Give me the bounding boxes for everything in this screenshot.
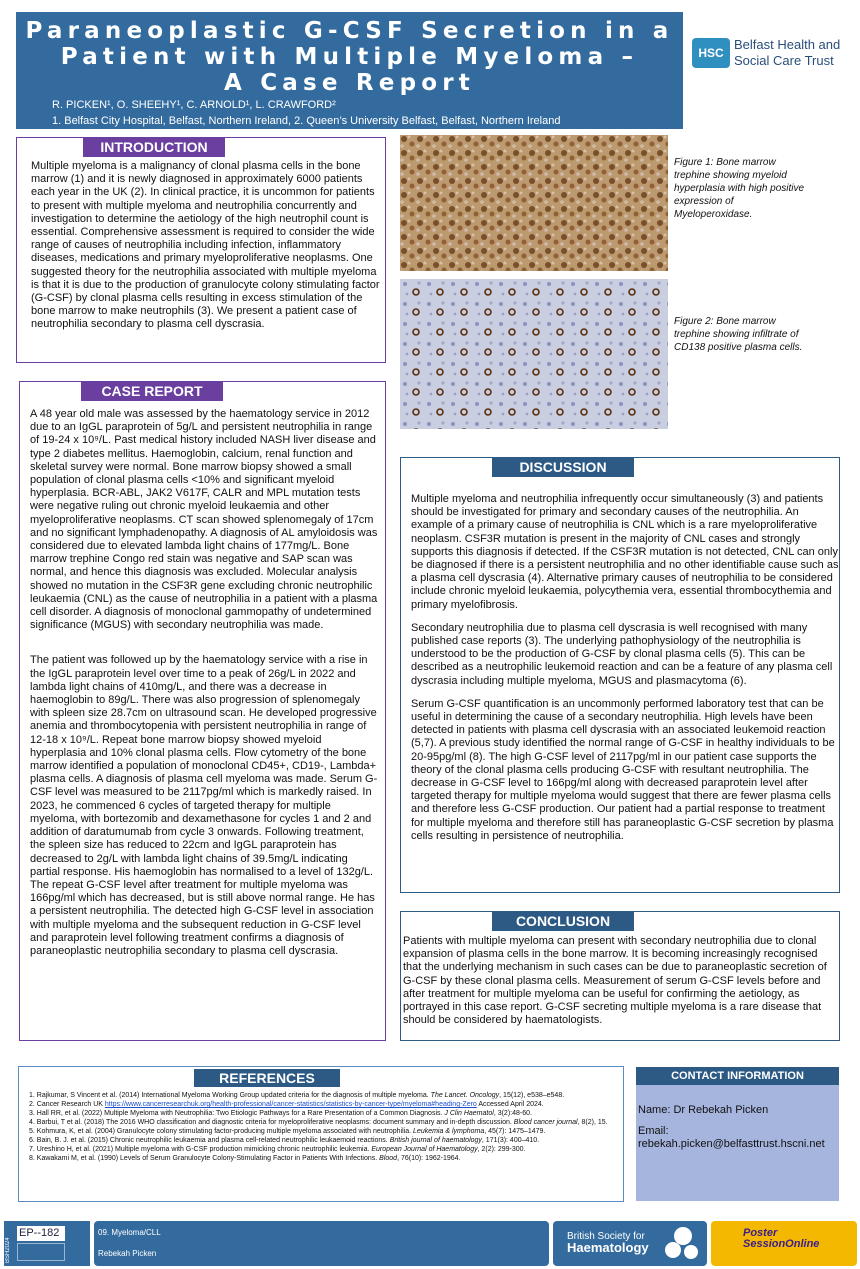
footer-category: 09. Myeloma/CLL [98,1228,161,1237]
bsh-logo [553,1221,707,1266]
reference-details: , 171(3): 400–410. [481,1137,540,1144]
figure-2-image [400,279,668,429]
affiliations: 1. Belfast City Hospital, Belfast, Northern Ireland, 2. Queen’s University Belfast, Belfast, Northern Ireland [52,115,561,127]
references-section [18,1066,624,1202]
reference-details: , 45(7): 1475–1479. [484,1128,546,1135]
conclusion-text: Patients with multiple myeloma can present with secondary neutrophilia due to clonal expansion of plasma cells in the bone marrow. It is becoming increasingly recognised that the underlying mechanism in such cases can be due to paraneoplastic secretion of G-CSF by these clonal plasma cells. Measurement of serum G-CSF levels before and after treatment for multiple myeloma can be useful for confirming the aetiology, as portrayed in this case report. G-CSF secreting multiple myeloma is a rare disease that should be considered by haematologists. [403,935,827,1027]
reference-item [29,1127,615,1136]
references-heading: REFERENCES [194,1069,340,1087]
reference-text: 3. Hall RR, et al. (2022) Multiple Myeloma with Neutrophilia: Two Etiologic Pathways for a Rare Presentation of a Common Diagnosis. [29,1110,445,1117]
poster-session-online-logo [711,1221,857,1266]
reference-details: , 2(2): 299-300. [477,1146,526,1153]
reference-item [29,1145,615,1154]
reference-journal: The Lancet. Oncology [430,1092,500,1099]
case-report-heading: CASE REPORT [81,381,223,401]
hsc-logo-line-2: Social Care Trust [734,53,834,68]
reference-details: , 8(2), 15. [577,1119,608,1126]
reference-text: 4. Barbui, T et al. (2018) The 2016 WHO classification and diagnostic criteria for myeloproliferative neoplasms: document summary and in-depth discussion. [29,1119,514,1126]
discussion-section [400,457,840,893]
case-report-paragraph: A 48 year old male was assessed by the haematology service in 2012 due to an IgGL paraprotein of 5g/L and persistent neutrophilia in range of 19-24 x 10⁹/L. Past medical history included NASH liver disease and type 2 diabetes mellitus. Haemoglobin, calcium, renal function and skeletal survey were normal. Bone marrow biopsy showed a small population of clonal plasma cells <10% and significant myeloid hyperplasia. BCR-ABL, JAK2 V617F, CALR and MPL mutation tests were negative ruling out chronic myeloid leukaemia and other myeloproliferative neoplasms. CT scan showed splenomegaly of 17cm and no significant lymphadenopathy. A diagnosis of AL amyloidosis was considered due to elevated lambda light chains of 177mg/L. Bone marrow trephine Congo red stain was negative and SAP scan was normal, and hence this diagnosis was excluded. Molecular analysis showed no mutation in the CSF3R gene excluding chronic neutrophilic leukaemia (CNL) as the cause of neutrophilia in a patient with a plasma cell disorder. A diagnosis of monoclonal gammopathy of undetermined significance (MGUS) with secondary neutrophilia was made. [30,408,378,632]
reference-journal: J Clin Haematol [444,1110,494,1117]
reference-journal: Leukemia & lymphoma [413,1128,485,1135]
reference-journal: Blood cancer journal [513,1119,578,1126]
reference-text: 7. Ureshino H, et al. (2021) Multiple myeloma with G-CSF production mimicking chronic neutrophilic leukemia. [29,1146,372,1153]
figure-2-caption: Figure 2: Bone marrow trephine showing infiltrate of CD138 positive plasma cells. [674,316,803,353]
reference-item [29,1100,615,1109]
contact-section [636,1067,839,1201]
poster-id-block [4,1221,90,1266]
discussion-heading: DISCUSSION [492,457,634,477]
introduction-text: Multiple myeloma is a malignancy of clonal plasma cells in the bone marrow (1) and it is newly diagnosed in approximately 6000 patients each year in the UK (2). In clinical practice, it is uncommon for patients to present with multiple myeloma and neutrophilia concurrently and investigation to determine the aetiology of the high neutrophil count is essential. Comprehensive assessment is required to consider the wide range of causes of neutrophilia including infection, inflammatory diseases, medications and primary myeloproliferative neoplasms. One suggested theory for the neutrophilia associated with multiple myeloma is that it is due to the production of granulocyte colony stimulating factor (G-CSF) by clonal plasma cells resulting in excess stimulation of the bone marrow to make neutrophils (3). We present a patient case of neutrophilia secondary to plasma cell dyscrasia. [31,160,380,331]
discussion-paragraph: Serum G-CSF quantification is an uncommonly performed laboratory test that can be useful in determining the cause of a secondary neutrophilia. High levels have been detected in patients with plasma cell dyscrasia with an associated leukemoid reaction (5,7). A previous study identified the normal range of G-CSF in healthy individuals to be 20-95pg/ml (8). The high G-CSF level of 2117pg/ml in our patient case supports the theory of the clonal plasma cells producing G-CSF with resultant neutrophilia. The decrease in G-CSF level to 166pg/ml along with decreased paraprotein level after targeted therapy for multiple myeloma would suggest that there are fewer plasma cells and therefore less G-CSF production. Our patient had a partial response to treatment for multiple myeloma and therefore still has paraneoplastic G-CSF secretion by plasma cells resulting in persistence of neutrophilia. [411,697,835,842]
footer-info [94,1221,549,1266]
introduction-section [16,137,386,363]
figure-1-caption: Figure 1: Bone marrow trephine showing myeloid hyperplasia with high positive expression of Myeloperoxidase. [674,157,805,220]
figure-1-image [400,135,668,271]
title-line-1: Paraneoplastic G-CSF Secretion in a [25,18,674,44]
conclusion-heading: CONCLUSION [492,911,634,931]
reference-text: 1. Rajkumar, S Vincent et al. (2014) International Myeloma Working Group updated criteria for the diagnosis of multiple myeloma. [29,1092,431,1099]
contact-email-label: Email: [638,1125,669,1137]
conclusion-section [400,911,840,1041]
case-report-text [30,408,380,968]
reference-item [29,1091,615,1100]
reference-journal: European Journal of Haematology [371,1146,478,1153]
bsh-logo-line-2: Haematology [567,1240,649,1255]
reference-details: , 15(12), e538–e548. [499,1092,565,1099]
bsh-blood-cells-icon [663,1224,701,1262]
side-code: BSH2024 [5,1237,11,1263]
authors: R. PICKEN¹, O. SHEEHY¹, C. ARNOLD¹, L. CRAWFORD² [52,99,336,111]
contact-name: Name: Dr Rebekah Picken [638,1104,769,1116]
contact-email[interactable]: rebekah.picken@belfasttrust.hscni.net [638,1138,825,1150]
contact-heading: CONTACT INFORMATION [636,1067,839,1085]
reference-details: Accessed April 2024. [476,1101,544,1108]
title-banner [16,12,683,129]
reference-text: 6. Bain, B. J. et al. (2015) Chronic neutrophilic leukaemia and plasma cell-related neutrophilic leukaemoid reactions. [29,1137,390,1144]
discussion-text [411,493,839,853]
reference-item [29,1109,615,1118]
introduction-heading: INTRODUCTION [83,137,225,157]
poster-title [16,18,683,96]
reference-text: 2. Cancer Research UK [29,1101,105,1108]
title-line-3: A Case Report [223,70,476,96]
reference-text: 5. Kohmura, K, et al. (2004) Granulocyte colony stimulating factor-producing multiple myeloma associated with neutrophilia. [29,1128,414,1135]
case-report-section [19,381,386,1041]
psol-line-1: Poster [743,1227,778,1239]
reference-link[interactable]: https://www.cancerresearchuk.org/health-professional/cancer-statistics/statistics-by-cancer-type/myeloma#heading-Zero [104,1101,477,1108]
discussion-paragraph: Multiple myeloma and neutrophilia infrequently occur simultaneously (3) and patients should be investigated for primary and secondary causes of the neutrophilia. An example of a primary cause of neutrophilia is CNL which is a rare myeloproliferative neoplasm. CSF3R mutation is present in the majority of CNL cases and strongly supports this diagnosis if detected. If the CSF3R mutation is not detected, CNL can only be diagnosed if there is a persistent neutrophilia and no other identifiable cause such as a plasma cell dyscrasia (4). Alternative primary causes of neutrophilia to be considered include chronic myeloid leukaemia, polycythemia vera, essential thrombocythemia and primary myelofibrosis. [411,493,839,611]
hsc-logo-line-1: Belfast Health and [734,37,841,52]
reference-list [29,1091,615,1163]
hsc-badge: HSC [692,38,730,68]
reference-journal: Blood [379,1155,398,1162]
reference-details: , 76(10): 1962-1964. [397,1155,461,1162]
title-line-2: Patient with Multiple Myeloma – [60,44,639,70]
footer-presenter: Rebekah Picken [98,1249,157,1258]
reference-item [29,1118,615,1127]
poster-id: EP--182 [17,1226,65,1241]
reference-journal: British journal of haematology [389,1137,482,1144]
reference-text: 8. Kawakami M, et al. (1990) Levels of Serum Granulocyte Colony-Stimulating Factor in Patients With Infections. [29,1155,380,1162]
reference-item [29,1136,615,1145]
psol-line-2: SessionOnline [743,1238,820,1250]
hsc-logo-text [734,37,840,69]
bsh-logo-line-1: British Society for [567,1231,645,1242]
hsc-logo [692,36,852,72]
reference-item [29,1154,615,1163]
case-report-paragraph: The patient was followed up by the haematology service with a rise in the IgGL paraprotein level over time to a peak of 26g/L in 2022 and lambda light chains of 410mg/L, and there was a decrease in haemoglobin to 89g/L. There was also progression of splenomegaly with spleen size 28.7cm on ultrasound scan. He developed progressive anemia and thrombocytopenia with persistent neutrophilia in range of 12-18 x 10⁹/L. Repeat bone marrow biopsy showed myeloid hyperplasia and 10% clonal plasma cells. Flow cytometry of the bone marrow identified a population of monoclonal CD45+, CD19-, Lambda+ plasma cells. A diagnosis of plasma cell myeloma was made. Serum G-CSF level was measured to be 2117pg/ml which is markedly raised. In 2023, he commenced 6 cycles of targeted therapy for multiple myeloma, with bortezomib and dexamethasone for cycles 1 and 2 and addition of daratumumab from cycle 3 onwards. Following treatment, the spleen size has reduced to 22cm and IgGL paraprotein has decreased to 2g/L with lambda light chains of 39.5mg/L indicating partial response. His haemoglobin has normalised to a level of 132g/L. The repeat G-CSF level after treatment for multiple myeloma was 166pg/ml which has decreased, but is still above normal range. He has a persistent neutrophilia. The detected high G-CSF level in association with multiple myeloma and the subsequent reduction in G-CSF level and paraprotein level following treatment confirms a diagnosis of paraneoplastic neutrophilia secondary to plasma cell dyscrasia. [30,654,378,957]
id-underline [17,1243,65,1261]
discussion-paragraph: Secondary neutrophilia due to plasma cell dyscrasia is well recognised with many published case reports (3). The underlying pathophysiology of the neutrophilia is understood to be the production of G-CSF by clonal plasma cells (5). This can be described as a neutrophilic leukemoid reaction and can be a feature of any plasma cell dyscrasia including multiple myeloma, MGUS and plasmacytoma (6). [411,621,833,687]
reference-details: , 3(2):48-60. [493,1110,532,1117]
